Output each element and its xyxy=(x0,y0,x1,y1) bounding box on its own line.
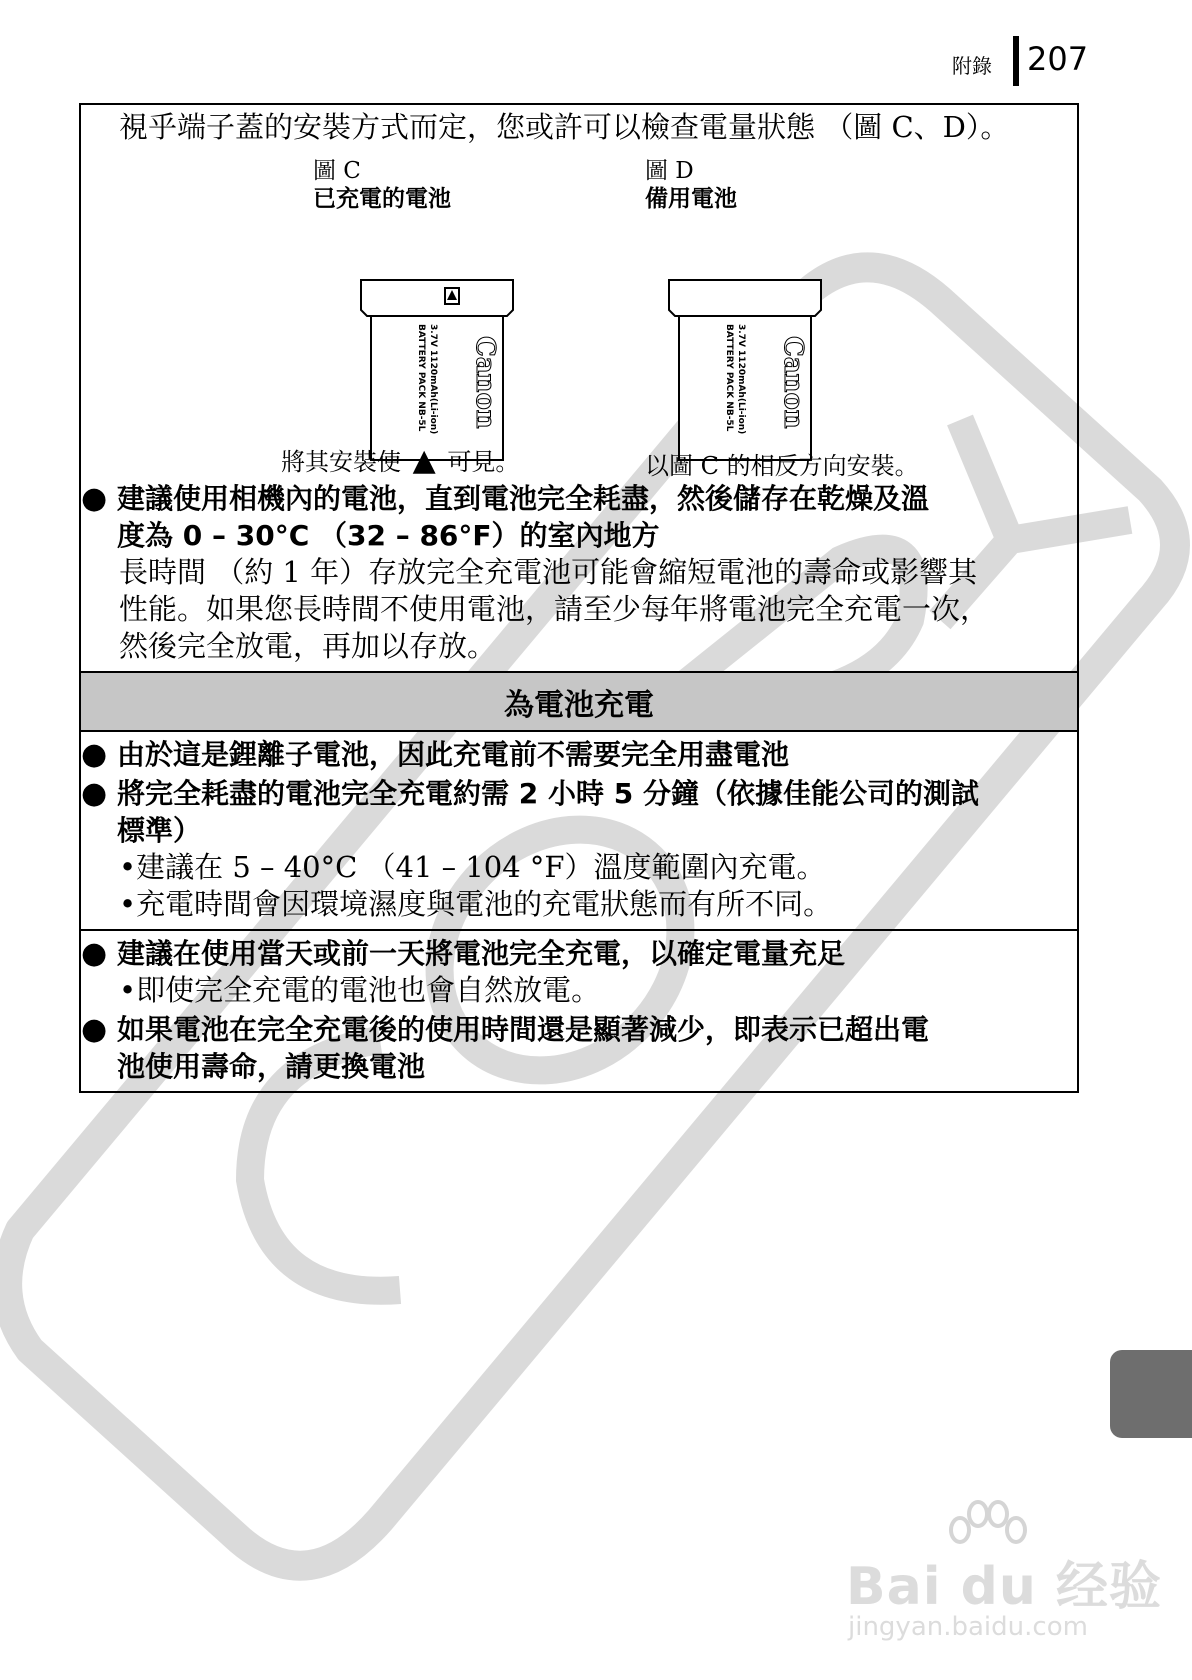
bullet-icon: ● xyxy=(81,1012,108,1047)
bullet-icon: ● xyxy=(81,776,108,811)
bullet-icon: ● xyxy=(81,737,108,772)
figure-c-caption xyxy=(281,442,519,478)
recommend-note-1: •即使完全充電的電池也會自然放電。 xyxy=(119,973,601,1007)
recommend-item-2-line1: 如果電池在完全充電後的使用時間還是顯著減少，即表示已超出電 xyxy=(117,1013,930,1046)
baidu-logo-text: Bai du 经验 xyxy=(846,1557,1162,1617)
chapter-tab xyxy=(1110,1350,1192,1438)
figures xyxy=(81,146,1077,480)
charging-note-2: •充電時間會因環境濕度與電池的充電狀態而有所不同。 xyxy=(119,887,833,921)
content-box xyxy=(79,103,1079,1093)
recommend-item-2-line2: 池使用壽命，請更換電池 xyxy=(117,1050,426,1083)
battery-d-icon xyxy=(665,276,825,466)
recommend-item-2 xyxy=(81,1011,1077,1085)
figure-c xyxy=(313,158,451,213)
figure-d-label: 圖 D xyxy=(645,158,694,184)
charging-item-1 xyxy=(81,736,1077,773)
section-label: 附錄 xyxy=(952,54,992,78)
charging-title: 為電池充電 xyxy=(81,673,1077,730)
charging-item-2-line1: 將完全耗盡的電池完全充電約需 2 小時 5 分鐘（依據佳能公司的測試 xyxy=(117,777,979,810)
intro-text: 視乎端子蓋的安裝方式而定，您或許可以檢查電量狀態 （圖 C、D）。 xyxy=(119,110,1010,144)
storage-body-line1: 長時間 （約 1 年）存放完全充電池可能會縮短電池的壽命或影響其 xyxy=(119,555,978,589)
battery-c-line1: BATTERY PACK NB-5L xyxy=(416,324,426,432)
storage-body-line3: 然後完全放電，再加以存放。 xyxy=(119,629,497,663)
battery-d-brand: Canon xyxy=(778,336,808,429)
figure-c-label: 圖 C xyxy=(313,158,361,184)
storage-heading-line1: 建議使用相機內的電池，直到電池完全耗盡，然後儲存在乾燥及溫 xyxy=(117,482,930,515)
battery-c-line2: 3.7V 1120mAh(Li-ion) xyxy=(428,324,438,435)
figure-d-title: 備用電池 xyxy=(645,186,737,212)
figure-d xyxy=(645,158,737,213)
triangle-icon: ▲ xyxy=(412,443,436,478)
bullet-icon: ● xyxy=(81,936,108,971)
charging-item-2 xyxy=(81,775,1077,849)
battery-d-line2: 3.7V 1120mAh(Li-ion) xyxy=(736,324,746,435)
battery-status-section xyxy=(79,103,1079,673)
figure-d-caption: 以圖 C 的相反方向安裝。 xyxy=(645,452,919,480)
figure-c-caption-after: 可見。 xyxy=(447,448,520,476)
bullet-icon: ● xyxy=(81,481,108,516)
storage-item xyxy=(81,480,1077,554)
figure-c-title: 已充電的電池 xyxy=(313,186,451,212)
page-number: 207 xyxy=(1027,40,1089,78)
baidu-watermark xyxy=(840,1500,1162,1660)
charging-section xyxy=(79,732,1079,931)
charging-notes xyxy=(81,849,1077,923)
storage-body xyxy=(81,554,1077,665)
battery-d-line1: BATTERY PACK NB-5L xyxy=(724,324,734,432)
storage-heading-line2: 度為 0 – 30°C （32 – 86°F）的室內地方 xyxy=(117,519,660,552)
baidu-url: jingyan.baidu.com xyxy=(848,1612,1088,1642)
battery-c-brand: Canon xyxy=(470,336,500,429)
figure-c-caption-before: 將其安裝使 xyxy=(281,448,401,476)
header-rule xyxy=(1013,36,1019,86)
recommend-section xyxy=(79,931,1079,1093)
recommend-item-1 xyxy=(81,935,1077,972)
charging-note-1: •建議在 5 – 40°C （41 – 104 °F）溫度範圍內充電。 xyxy=(119,850,826,884)
recommend-item-1-text: 建議在使用當天或前一天將電池完全充電，以確定電量充足 xyxy=(117,937,846,970)
charging-item-1-text: 由於這是鋰離子電池，因此充電前不需要完全用盡電池 xyxy=(117,738,790,771)
battery-c-icon xyxy=(357,276,517,466)
storage-body-line2: 性能。如果您長時間不使用電池，請至少每年將電池完全充電一次， xyxy=(119,592,990,626)
charging-title-bar xyxy=(79,673,1079,732)
charging-item-2-line2: 標準） xyxy=(117,814,202,847)
